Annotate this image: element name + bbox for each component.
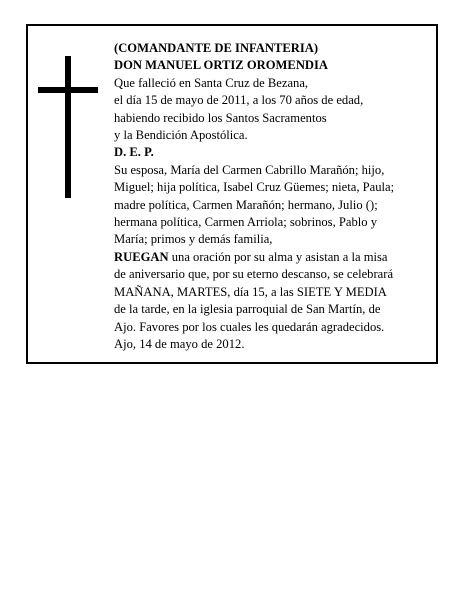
family-line: madre política, Carmen Marañón; hermano, Julio ();: [114, 197, 378, 212]
rank-line: (COMANDANTE DE INFANTERIA): [114, 41, 319, 55]
request-bold-word: RUEGAN: [114, 249, 169, 264]
family-line: María; primos y demás familia,: [114, 232, 273, 247]
family-line: Miguel; hija política, Isabel Cruz Güemes; nieta, Paula;: [114, 180, 395, 195]
death-line: el día 15 de mayo de 2011, a los 70 años de edad,: [114, 93, 364, 108]
cross-horizontal-bar: [38, 87, 98, 93]
death-line: habiendo recibido los Santos Sacramentos: [114, 110, 327, 125]
death-line: y la Bendición Apostólica.: [114, 128, 248, 143]
request-line-first: [114, 249, 434, 266]
cross-vertical-bar: [65, 56, 71, 198]
request-line: Ajo. Favores por los cuales les quedarán agradecidos.: [114, 319, 385, 334]
dep-line: D. E. P.: [114, 145, 154, 160]
family-line: Su esposa, María del Carmen Cabrillo Marañón; hijo,: [114, 162, 385, 177]
notice-text: [114, 40, 434, 353]
family-line: hermana política, Carmen Arriola; sobrinos, Pablo y: [114, 215, 378, 230]
place-date-line: Ajo, 14 de mayo de 2012.: [114, 336, 245, 351]
death-line: Que falleció en Santa Cruz de Bezana,: [114, 75, 309, 90]
request-line: de aniversario que, por su eterno descanso, se celebrará: [114, 267, 394, 282]
obituary-notice: [26, 24, 438, 364]
latin-cross-icon: [38, 56, 98, 198]
request-line: de la tarde, en la iglesia parroquial de San Martín, de: [114, 302, 381, 317]
deceased-name: DON MANUEL ORTIZ OROMENDIA: [114, 58, 329, 73]
request-first-rest: una oración por su alma y asistan a la misa: [168, 249, 388, 264]
request-line: MAÑANA, MARTES, día 15, a las SIETE Y MEDIA: [114, 284, 387, 299]
